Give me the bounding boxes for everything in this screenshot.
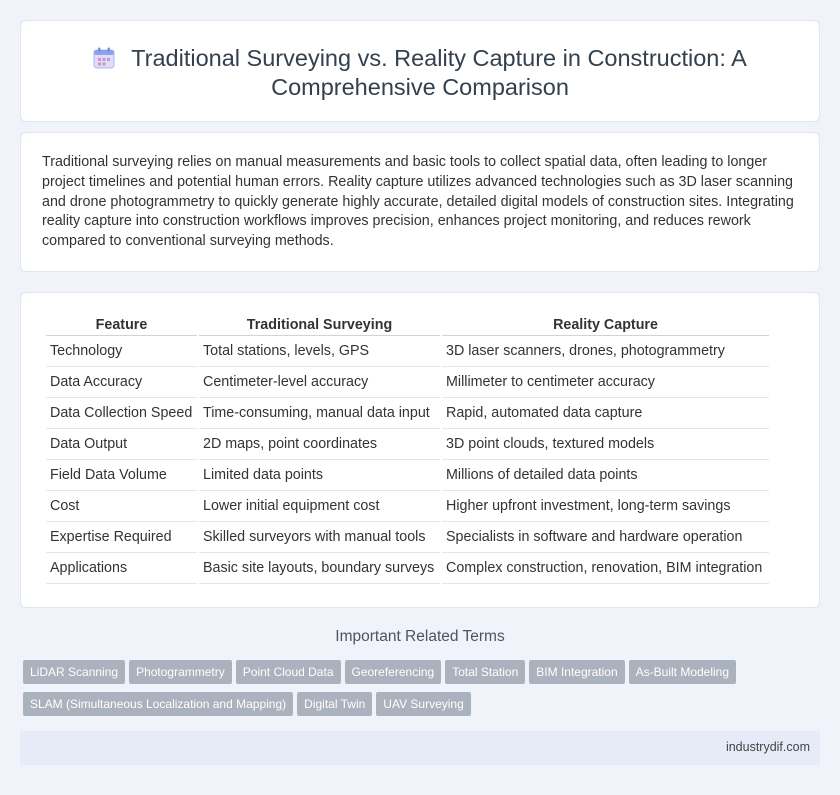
table-cell: Limited data points xyxy=(199,460,440,491)
table-row xyxy=(46,522,769,553)
table-row xyxy=(46,460,769,491)
table-row xyxy=(46,367,769,398)
tag-digital-twin[interactable]: Digital Twin xyxy=(297,692,372,716)
column-header-traditional: Traditional Surveying xyxy=(199,315,440,336)
table-cell: Specialists in software and hardware operation xyxy=(442,522,769,553)
calendar-icon xyxy=(93,47,115,69)
table-cell: 3D laser scanners, drones, photogrammetry xyxy=(442,336,769,367)
title-card xyxy=(20,20,820,122)
tag-as-built-modeling[interactable]: As-Built Modeling xyxy=(629,660,736,684)
related-terms-title: Important Related Terms xyxy=(335,628,505,645)
table-row xyxy=(46,398,769,429)
table-row xyxy=(46,336,769,367)
table-row xyxy=(46,429,769,460)
column-header-reality: Reality Capture xyxy=(442,315,769,336)
comparison-table-card xyxy=(20,292,820,608)
table-cell: Total stations, levels, GPS xyxy=(199,336,440,367)
tag-georeferencing[interactable]: Georeferencing xyxy=(345,660,442,684)
tag-total-station[interactable]: Total Station xyxy=(445,660,525,684)
table-cell: Millimeter to centimeter accuracy xyxy=(442,367,769,398)
footer-site-link[interactable]: industrydif.com xyxy=(725,740,810,754)
table-cell: Time-consuming, manual data input xyxy=(199,398,440,429)
table-cell: Complex construction, renovation, BIM integration xyxy=(442,553,769,584)
page-title-text: Traditional Surveying vs. Reality Capture in Construction: A Comprehensive Comparison xyxy=(131,45,747,100)
tag-bim-integration[interactable]: BIM Integration xyxy=(529,660,624,684)
table-cell: Rapid, automated data capture xyxy=(442,398,769,429)
tag-slam[interactable]: SLAM (Simultaneous Localization and Mapping) xyxy=(23,692,293,716)
table-cell: 3D point clouds, textured models xyxy=(442,429,769,460)
table-cell: Data Collection Speed xyxy=(46,398,197,429)
tag-uav-surveying[interactable]: UAV Surveying xyxy=(376,692,470,716)
table-cell: Centimeter-level accuracy xyxy=(199,367,440,398)
table-cell: Field Data Volume xyxy=(46,460,197,491)
column-header-feature: Feature xyxy=(46,315,197,336)
table-cell: Data Output xyxy=(46,429,197,460)
table-cell: Higher upfront investment, long-term savings xyxy=(442,491,769,522)
table-row xyxy=(46,491,769,522)
tag-photogrammetry[interactable]: Photogrammetry xyxy=(129,660,232,684)
table-cell: Basic site layouts, boundary surveys xyxy=(199,553,440,584)
table-cell: Cost xyxy=(46,491,197,522)
footer xyxy=(20,731,820,765)
table-header-row xyxy=(46,315,769,336)
table-cell: Applications xyxy=(46,553,197,584)
table-cell: Data Accuracy xyxy=(46,367,197,398)
tag-point-cloud-data[interactable]: Point Cloud Data xyxy=(236,660,341,684)
tag-lidar-scanning[interactable]: LiDAR Scanning xyxy=(23,660,125,684)
table-cell: Lower initial equipment cost xyxy=(199,491,440,522)
table-cell: 2D maps, point coordinates xyxy=(199,429,440,460)
table-cell: Millions of detailed data points xyxy=(442,460,769,491)
table-cell: Technology xyxy=(46,336,197,367)
table-row xyxy=(46,553,769,584)
page-title xyxy=(21,44,819,102)
intro-card xyxy=(20,132,820,272)
related-terms-tags xyxy=(23,660,823,724)
comparison-table xyxy=(44,315,771,584)
table-cell: Skilled surveyors with manual tools xyxy=(199,522,440,553)
intro-paragraph: Traditional surveying relies on manual measurements and basic tools to collect spatial data, often leading to longer project timelines and potential human errors. Reality capture utilizes advanced technologies such as 3D laser scanning and drone photogrammetry to quickly generate highly accurate, detailed digital models of construction sites. Integrating reality capture into construction workflows improves precision, enhances project monitoring, and reduces rework compared to conventional surveying methods. xyxy=(42,154,794,250)
table-cell: Expertise Required xyxy=(46,522,197,553)
